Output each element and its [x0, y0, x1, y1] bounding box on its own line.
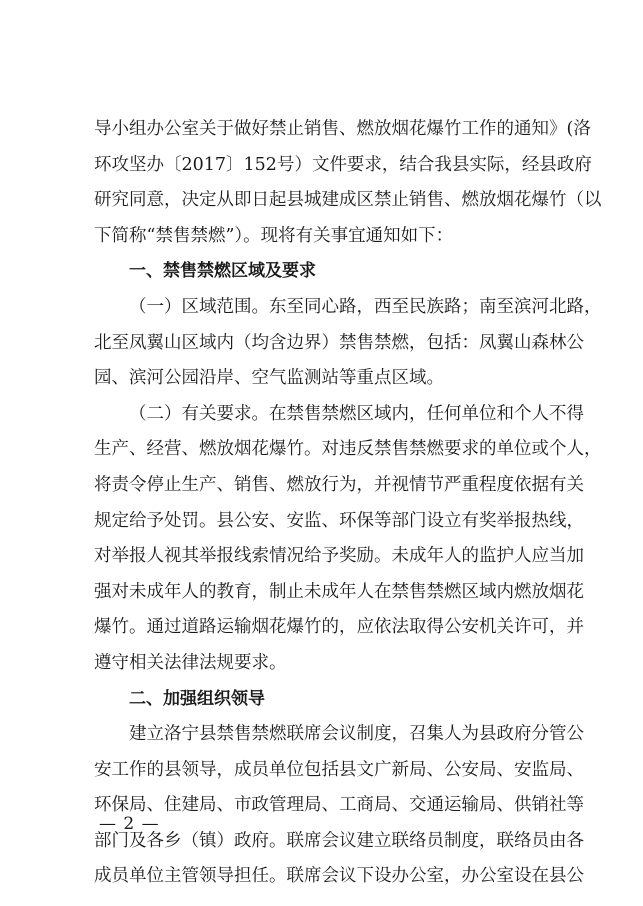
section-heading: 二、加强组织领导: [129, 688, 265, 709]
text-line: 对举报人视其举报线索情况给予奖励。未成年人的监护人应当加: [94, 546, 584, 567]
text-line: 遵守相关法律法规要求。: [94, 652, 287, 673]
page-number: — 2 —: [99, 814, 160, 834]
document-body: [94, 112, 602, 895]
text-line: 规定给予处罚。县公安、安监、环保等部门设立有奖举报热线，: [94, 510, 584, 531]
text-line: 建立洛宁县禁售禁燃联席会议制度，召集人为县政府分管公: [129, 724, 584, 745]
text-line: 爆竹。通过道路运输烟花爆竹的，应依法取得公安机关许可，并: [94, 617, 584, 638]
text-line: 安工作的县领导，成员单位包括县文广新局、公安局、安监局、: [94, 759, 584, 780]
text-line: 北至凤翼山区域内（均含边界）禁售禁燃，包括：凤翼山森林公: [94, 332, 584, 353]
section-heading: 一、禁售禁燃区域及要求: [129, 261, 316, 282]
text-line: 生产、经营、燃放烟花爆竹。对违反禁售禁燃要求的单位或个人，: [94, 439, 602, 460]
text-line: 环保局、住建局、市政管理局、工商局、交通运输局、供销社等: [94, 795, 584, 816]
text-line: （二）有关要求。在禁售禁燃区域内，任何单位和个人不得: [129, 403, 584, 424]
text-line: 研究同意，决定从即日起县城建成区禁止销售、燃放烟花爆竹（以: [94, 190, 602, 211]
text-line: 部门及各乡（镇）政府。联席会议建立联络员制度，联络员由各: [94, 830, 584, 851]
text-line: 园、滨河公园沿岸、空气监测站等重点区域。: [94, 368, 444, 389]
text-line: 成员单位主管领导担任。联席会议下设办公室，办公室设在县公: [94, 866, 584, 887]
text-line: 导小组办公室关于做好禁止销售、燃放烟花爆竹工作的通知》(洛: [94, 119, 591, 139]
text-line: （一）区域范围。东至同心路，西至民族路；南至滨河北路，: [129, 296, 602, 317]
text-line: 下简称“禁售禁燃”）。现将有关事宜通知如下：: [94, 225, 454, 246]
text-line: 强对未成年人的教育，制止未成年人在禁售禁燃区域内燃放烟花: [94, 581, 584, 602]
text-line: 将责令停止生产、销售、燃放行为，并视情节严重程度依据有关: [94, 474, 584, 495]
text-line: 环攻坚办〔2017〕152号）文件要求，结合我县实际，经县政府: [94, 154, 592, 175]
